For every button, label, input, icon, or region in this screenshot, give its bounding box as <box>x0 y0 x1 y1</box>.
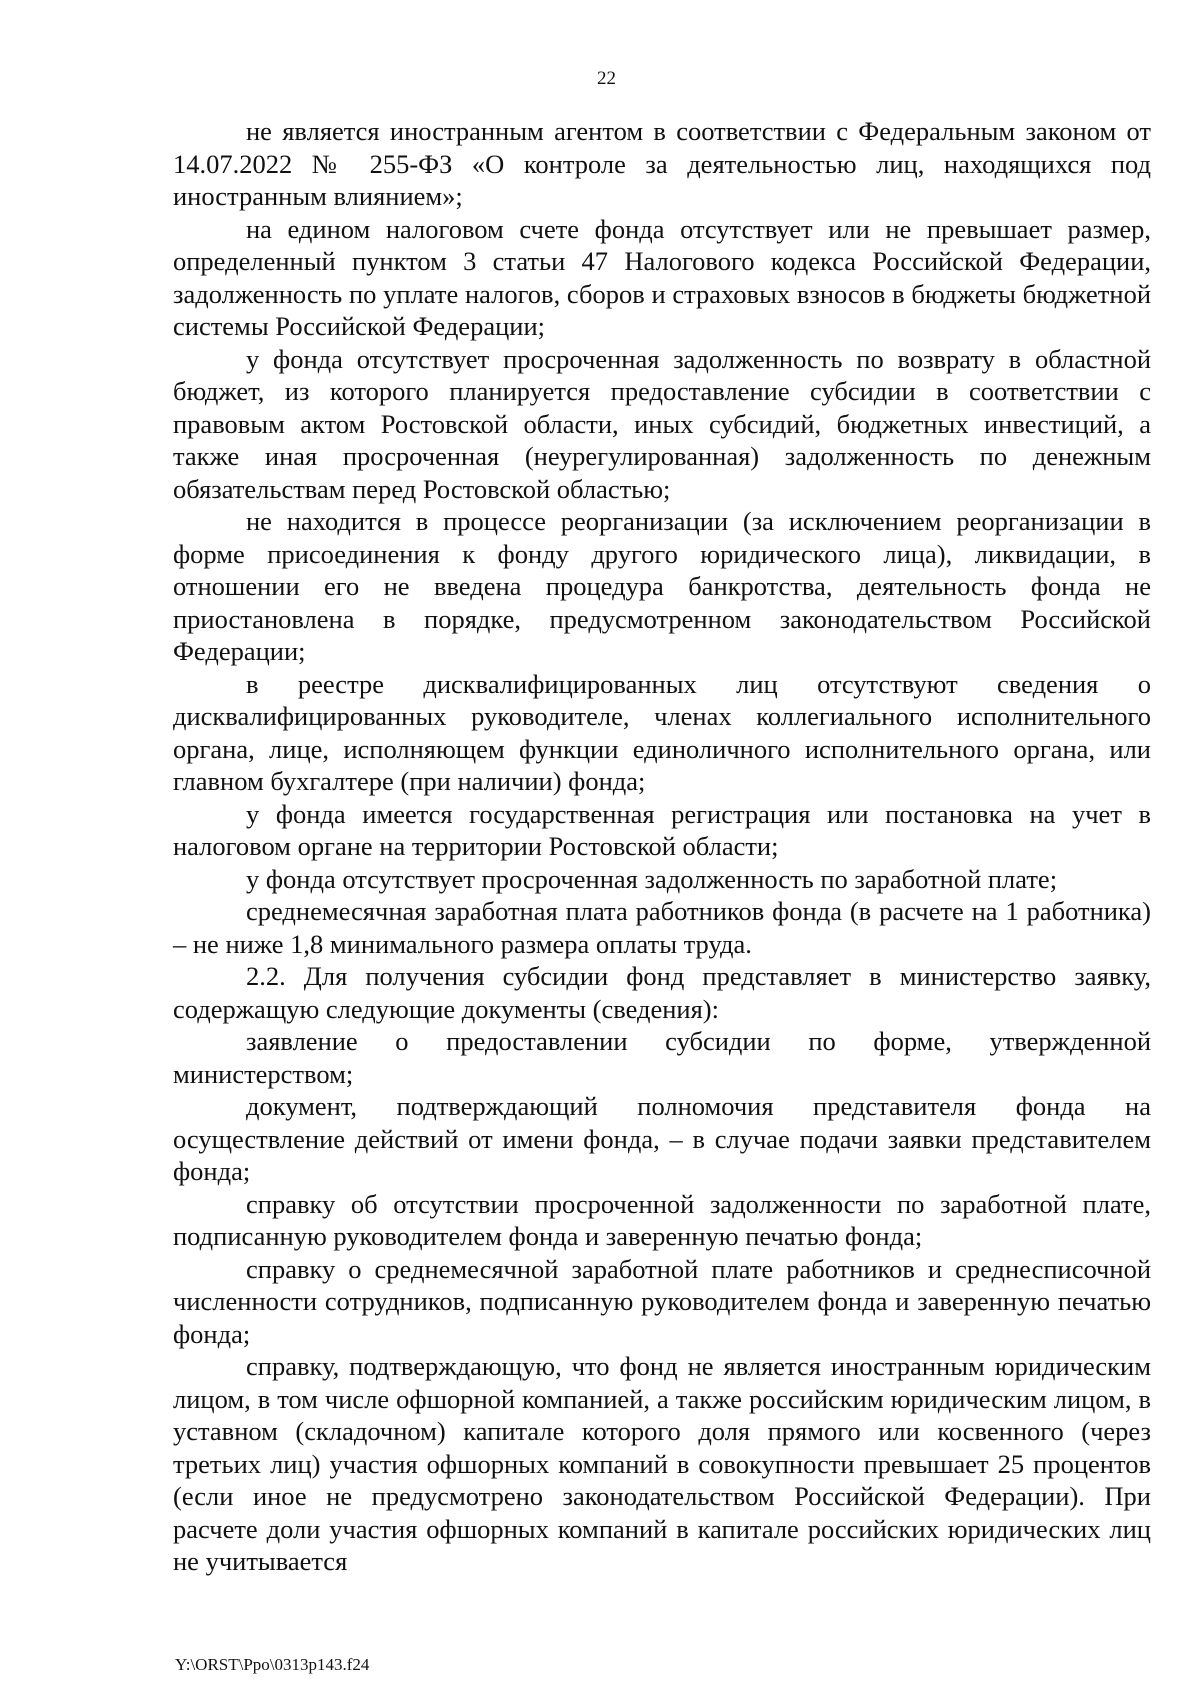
paragraph-authority-document: документ, подтверждающий полномочия представителя фонда на осуществление действий от имени фонда, – в случае подачи заявки представителем фонда; <box>173 1091 1151 1186</box>
paragraph-foreign-agent: не является иностранным агентом в соответствии с Федеральным законом от 14.07.2022 № 255-ФЗ «О контроле за деятельностью лиц, находящихся под иностранным влиянием»; <box>173 116 1151 211</box>
paragraph-application: заявление о предоставлении субсидии по форме, утвержденной министерством; <box>173 1026 1151 1089</box>
footer-file-path: Y:\ORST\Ppo\0313p143.f24 <box>175 1655 370 1674</box>
body-text <box>173 115 1151 1578</box>
paragraph-section-2-2: 2.2. Для получения субсидии фонд представляет в министерство заявку, содержащую следующие документы (сведения): <box>173 961 1151 1024</box>
paragraph-tax-debt: на едином налоговом счете фонда отсутствует или не превышает размер, определенный пунктом 3 статьи 47 Налогового кодекса Российской Федерации, задолженность по уплате налогов, сборов и страховых взносов в бюджеты бюджетной системы Российской Федерации; <box>173 213 1151 341</box>
paragraph-state-registration: у фонда имеется государственная регистрация или постановка на учет в налоговом органе на территории Ростовской области; <box>173 798 1151 861</box>
paragraph-average-salary: среднемесячная заработная плата работников фонда (в расчете на 1 работника) – не ниже 1,8 минимального размера оплаты труда. <box>173 896 1151 959</box>
paragraph-reorganization: не находится в процессе реорганизации (за исключением реорганизации в форме присоединения к фонду другого юридического лица), ликвидации, в отношении его не введена процедура банкротства, деятельность фонда не приостановлена в порядке, предусмотренном законодательством Российской Федерации; <box>173 506 1151 666</box>
paragraph-average-salary-certificate: справку о среднемесячной заработной плате работников и среднесписочной численности сотрудников, подписанную руководителем фонда и заверенную печатью фонда; <box>173 1253 1151 1349</box>
paragraph-disqualified-registry: в реестре дисквалифицированных лиц отсутствуют сведения о дисквалифицированных руководителе, членах коллегиального исполнительного органа, лице, исполняющем функции единоличного исполнительного органа, или главном бухгалтере (при наличии) фонда; <box>173 668 1151 796</box>
paragraph-offshore-certificate: справку, подтверждающую, что фонд не является иностранным юридическим лицом, в том числе офшорной компанией, а также российским юридическим лицом, в уставном (складочном) капитале которого доля прямого или косвенного (через третьих лиц) участия офшорных компаний в совокупности превышает 25 процентов (если иное не предусмотрено законодательством Российской Федерации). При расчете доли участия офшорных компаний в капитале российских юридических лиц не учитывается <box>173 1351 1151 1576</box>
paragraph-salary-debt: у фонда отсутствует просроченная задолженность по заработной плате; <box>246 863 1058 894</box>
page-number: 22 <box>597 68 616 89</box>
paragraph-salary-debt-certificate: справку об отсутствии просроченной задолженности по заработной плате, подписанную руководителем фонда и заверенную печатью фонда; <box>173 1188 1151 1251</box>
paragraph-overdue-debt: у фонда отсутствует просроченная задолженность по возврату в областной бюджет, из которого планируется предоставление субсидии в соответствии с правовым актом Ростовской области, иных субсидий, бюджетных инвестиций, а также иная просроченная (неурегулированная) задолженность по денежным обязательствам перед Ростовской областью; <box>173 343 1151 504</box>
